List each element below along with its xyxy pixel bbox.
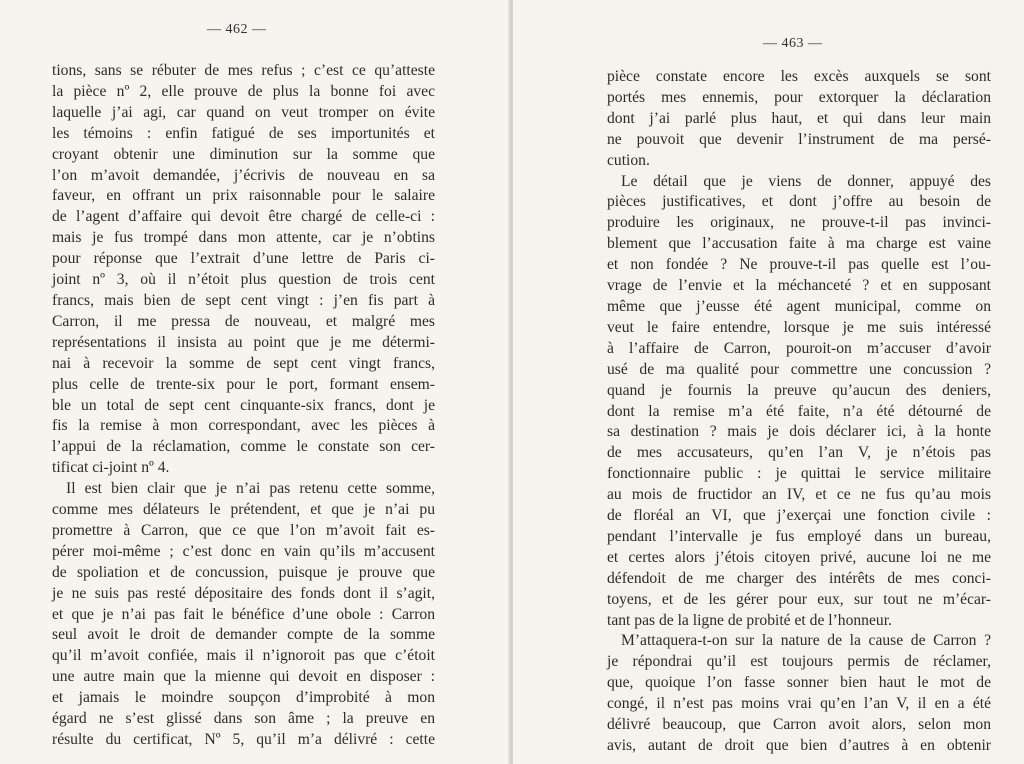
text-line: seul avoit le droit de demander compte de la somme: [52, 626, 435, 644]
text-line: faveur, en offrant un prix raisonnable pour le salaire: [52, 187, 435, 205]
text-line: ble un total de sept cent cinquante-six francs, dont je: [52, 396, 435, 414]
text-line: toyens, et de les gérer pour eux, sur tout ne m’écar-: [607, 590, 991, 608]
text-line: à l’affaire de Carron, pouroit-on m’accuser d’avoir: [607, 339, 991, 357]
text-line: veut le faire entendre, lorsque je me suis intéressé: [607, 318, 991, 336]
text-line: qu’il m’avoit confiée, mais il n’ignoroit pas que c’étoit: [52, 647, 435, 665]
text-line: l’on m’avoit demandée, j’écrivis de nouveau en sa: [52, 166, 435, 184]
text-line: de l’agent d’affaire qui devoit être chargé de celle-ci :: [52, 208, 435, 226]
text-line: avis, autant de droit que bien d’autres à en obtenir: [607, 737, 991, 754]
text-line: et que je n’ai pas fait le bénéfice d’une obole : Carron: [52, 605, 435, 623]
text-line: joint nº 3, où il n’étoit plus question de trois cent: [52, 271, 435, 289]
left-page: [0, 0, 511, 764]
text-line: je répondrai qu’il est toujours permis de réclamer,: [607, 653, 991, 671]
text-line: Le détail que je viens de donner, appuyé des: [621, 172, 991, 190]
text-line: laquelle j’ai agi, car quand on veut tromper on évite: [52, 103, 435, 121]
text-line: de mes accusateurs, qu’en l’an V, je n’étois pas: [607, 444, 991, 462]
text-line: tant pas de la ligne de probité et de l’honneur.: [607, 611, 892, 629]
right-page-text: [607, 67, 991, 757]
left-page-text: [52, 61, 435, 751]
right-page: [513, 0, 1024, 764]
text-line: cution.: [607, 151, 650, 169]
text-line: au mois de fructidor an IV, et ce ne fus qu’au mois: [607, 486, 991, 504]
text-line: dont la remise m’a été faite, n’a été détourné de: [607, 402, 991, 420]
text-line: une autre main que la mienne qui devoit en disposer :: [52, 668, 435, 686]
text-line: usé de ma qualité pour commettre une concussion ?: [607, 360, 991, 378]
text-line: Il est bien clair que je n’ai pas retenu cette somme,: [66, 480, 435, 498]
text-line: tificat ci-joint nº 4.: [52, 459, 170, 477]
text-line: même que j’eusse été agent municipal, comme on: [607, 297, 991, 315]
text-line: et non fondée ? Ne prouve-t-il pas quelle est l’ou-: [607, 256, 991, 274]
text-line: pièces justificatives, et dont j’offre au besoin de: [607, 193, 991, 211]
text-line: sa destination ? mais je dois déclarer ici, à la honte: [607, 423, 991, 441]
text-line: mais je fus trompé dans mon attente, car je n’obtins: [52, 229, 435, 247]
text-line: quand je fournis la preuve qu’aucun des deniers,: [607, 381, 991, 399]
text-line: l’appui de la réclamation, comme le constate son cer-: [52, 438, 435, 456]
text-line: égard ne s’est glissé dans son âme ; la preuve en: [52, 710, 435, 728]
text-line: produire les originaux, ne prouve-t-il pas invinci-: [607, 214, 991, 232]
text-line: congé, il n’est pas moins vrai qu’en l’an V, il en a été: [607, 695, 991, 713]
text-line: comme mes délateurs le prétendent, et que je n’ai pu: [52, 501, 435, 519]
text-line: fis la remise à mon correspondant, avec les pièces à: [52, 417, 435, 435]
text-line: de floréal an VI, que j’exerçai une fonction civile :: [607, 507, 991, 525]
text-line: que, quoique l’on fasse sonner bien haut le mot de: [607, 674, 991, 692]
text-line: fonctionnaire public : je quittai le service militaire: [607, 465, 991, 483]
text-line: dont j’ai parlé plus haut, et qui dans leur main: [607, 109, 991, 127]
text-line: pièce constate encore les excès auxquels se sont: [607, 68, 991, 85]
text-line: blement que l’accusation faite à ma charge est vaine: [607, 235, 991, 253]
text-line: tions, sans se rébuter de mes refus ; c’est ce qu’atteste: [52, 62, 435, 79]
text-line: la pièce nº 2, elle prouve de plus la bonne foi avec: [52, 82, 435, 100]
text-line: défendoit de me charger des intérêts de mes conci-: [607, 569, 991, 587]
text-line: les témoins : enfin fatigué de ses importunités et: [52, 124, 435, 142]
text-line: Carron, il me pressa de nouveau, et malgré mes: [52, 312, 435, 330]
text-line: plus celle de trente-six pour le port, formant ensem-: [52, 375, 435, 393]
text-line: promettre à Carron, que ce que l’on m’avoit fait es-: [52, 521, 435, 539]
text-line: portés mes ennemis, pour extorquer la déclaration: [607, 88, 991, 106]
text-line: M’attaquera-t-on sur la nature de la cause de Carron ?: [621, 632, 991, 650]
text-line: délivré beaucoup, que Carron avoit alors, selon mon: [607, 716, 991, 734]
text-line: nai à recevoir la somme de sept cent vingt francs,: [52, 354, 435, 372]
text-line: croyant obtenir une diminution sur la somme que: [52, 145, 435, 163]
text-line: francs, mais bien de sept cent vingt : j’en fis part à: [52, 291, 435, 309]
text-line: pérer moi-même ; c’est donc en vain qu’ils m’accusent: [52, 542, 435, 560]
text-line: pour réponse que l’extrait d’une lettre de Paris ci-: [52, 250, 435, 268]
right-page-number: — 463 —: [763, 36, 823, 51]
text-line: de spoliation et de concussion, puisque je prouve que: [52, 563, 435, 581]
text-line: ne pouvoit que devenir l’instrument de ma persé-: [607, 130, 991, 148]
text-line: et certes alors j’étois citoyen privé, aucune loi ne me: [607, 548, 991, 566]
text-line: je ne suis pas resté dépositaire des fonds dont il s’agit,: [52, 584, 435, 602]
text-line: représentations il insista au point que je me détermi-: [52, 333, 435, 351]
left-page-number: — 462 —: [207, 22, 267, 37]
text-line: et jamais le moindre soupçon d’improbité à mon: [52, 689, 435, 707]
text-line: résulte du certificat, Nº 5, qu’il m’a délivré : cette: [52, 731, 435, 748]
text-line: pendant l’intervalle je fus employé dans un bureau,: [607, 527, 991, 545]
text-line: vrage de l’envie et la méchanceté ? et en supposant: [607, 277, 991, 295]
